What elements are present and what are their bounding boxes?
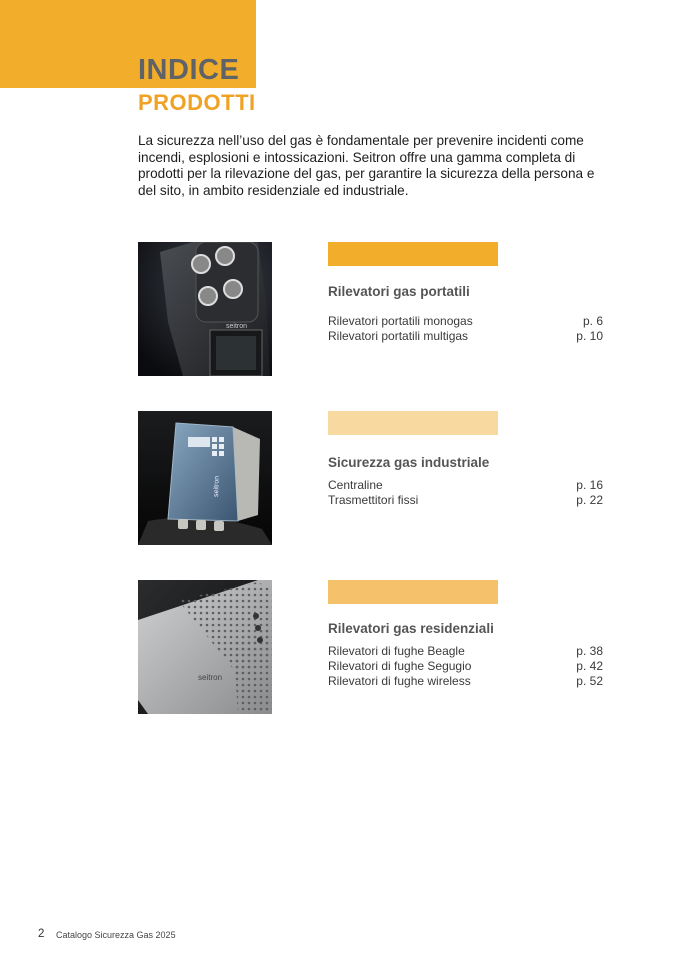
- toc-entry-label: Rilevatori portatili multigas: [328, 329, 469, 343]
- toc-entry[interactable]: [328, 644, 603, 659]
- toc-entry[interactable]: [328, 674, 603, 689]
- toc-entry[interactable]: [328, 478, 603, 493]
- footer-text: Catalogo Sicurezza Gas 2025: [56, 930, 176, 940]
- section-title: Rilevatori gas residenziali: [328, 621, 494, 636]
- page-number: 2: [38, 928, 45, 940]
- toc-entry-label: Trasmettitori fissi: [328, 493, 419, 507]
- toc-entry-label: Rilevatori di fughe Beagle: [328, 644, 465, 658]
- svg-text:seitron: seitron: [213, 475, 221, 498]
- toc-entry-page: p. 52: [576, 674, 603, 688]
- toc-entry-page: p. 38: [576, 644, 603, 658]
- section-color-bar: [328, 580, 498, 604]
- toc-entry-label: Rilevatori portatili monogas: [328, 314, 473, 328]
- portable-gas-detector-photo: [138, 242, 272, 376]
- section-color-bar: [328, 242, 498, 266]
- toc-entry-label: Centraline: [328, 478, 383, 492]
- page-title: INDICE: [138, 54, 240, 86]
- toc-entry-page: p. 10: [576, 329, 603, 343]
- section-title: Rilevatori gas portatili: [328, 284, 470, 299]
- svg-text:seitron: seitron: [198, 673, 223, 682]
- residential-leak-detector-photo: [138, 580, 272, 714]
- toc-entry-page: p. 6: [582, 314, 603, 328]
- section-color-bar: [328, 411, 498, 435]
- toc-entry-page: p. 22: [576, 493, 603, 507]
- toc-entry-page: p. 16: [576, 478, 603, 492]
- toc-entry[interactable]: [328, 493, 603, 508]
- toc-entry[interactable]: [328, 329, 603, 344]
- industrial-control-unit-photo: [138, 411, 272, 545]
- section-title: Sicurezza gas industriale: [328, 455, 490, 470]
- toc-entry-page: p. 42: [576, 659, 603, 673]
- toc-entry-label: Rilevatori di fughe wireless: [328, 674, 471, 688]
- toc-entry[interactable]: [328, 659, 603, 674]
- toc-entry-label: Rilevatori di fughe Segugio: [328, 659, 472, 673]
- intro-paragraph: La sicurezza nell’uso del gas è fondamentale per prevenire incidenti come incendi, esplosioni e intossicazioni. Seitron offre una gamma completa di prodotti per la rilevazione del gas, per garantire la sicurezza della persona e del sito, in ambito residenziale ed industriale.: [138, 133, 595, 198]
- toc-entry[interactable]: [328, 314, 603, 329]
- svg-text:seitron: seitron: [226, 323, 248, 330]
- page-subtitle: PRODOTTI: [138, 90, 256, 115]
